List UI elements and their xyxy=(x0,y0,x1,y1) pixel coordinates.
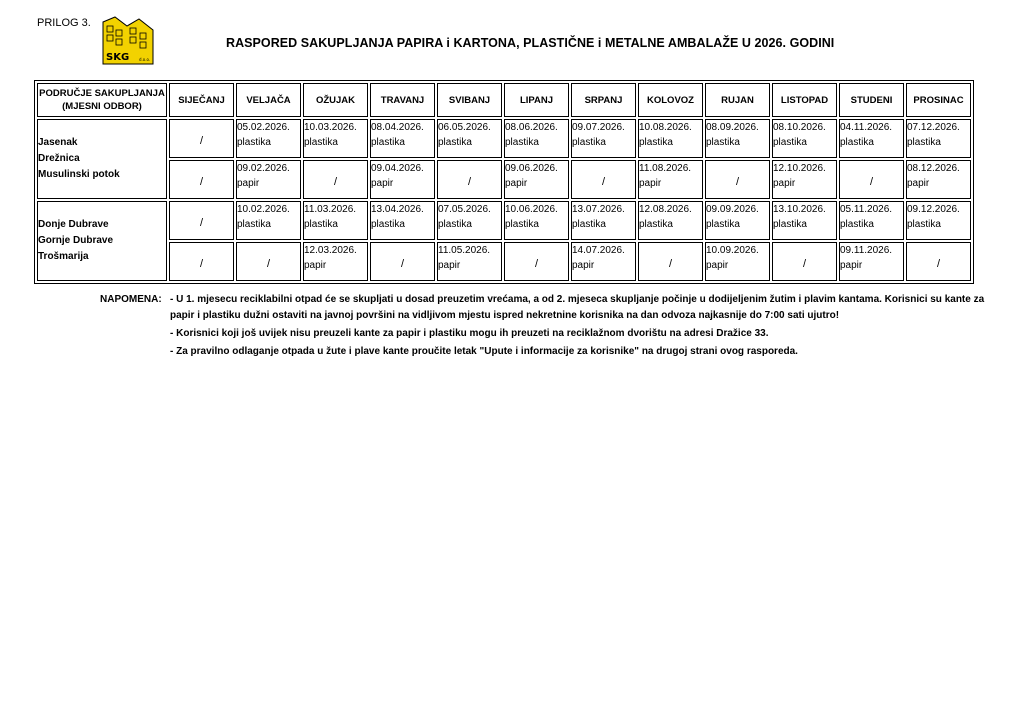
month-header: TRAVANJ xyxy=(370,83,435,117)
waste-type: plastika xyxy=(304,137,338,148)
month-header: SVIBANJ xyxy=(437,83,502,117)
no-collection-cell xyxy=(370,242,435,281)
waste-type: plastika xyxy=(840,137,874,148)
no-collection-cell xyxy=(169,160,234,199)
collection-date-cell xyxy=(705,201,770,240)
waste-type: plastika xyxy=(706,137,740,148)
collection-date-cell xyxy=(906,201,971,240)
collection-date-cell xyxy=(638,160,703,199)
waste-type: papir xyxy=(505,178,528,189)
waste-type: plastika xyxy=(773,137,807,148)
collection-date: 10.02.2026. xyxy=(237,204,290,215)
collection-date: 09.02.2026. xyxy=(237,163,290,174)
collection-date: 07.12.2026. xyxy=(907,122,960,133)
collection-date: 08.06.2026. xyxy=(505,122,558,133)
month-header: LIPANJ xyxy=(504,83,569,117)
no-collection-mark: / xyxy=(869,175,874,188)
collection-date: 13.04.2026. xyxy=(371,204,424,215)
waste-type: papir xyxy=(639,178,662,189)
collection-date: 13.10.2026. xyxy=(773,204,826,215)
month-header: SRPANJ xyxy=(571,83,636,117)
no-collection-mark: / xyxy=(199,175,204,188)
collection-date-cell xyxy=(236,119,301,158)
header-row xyxy=(37,83,971,117)
collection-date-cell xyxy=(571,201,636,240)
waste-type: papir xyxy=(907,178,930,189)
waste-type: plastika xyxy=(505,137,539,148)
no-collection-cell xyxy=(571,160,636,199)
collection-date-cell xyxy=(370,119,435,158)
month-header: KOLOVOZ xyxy=(638,83,703,117)
waste-type: plastika xyxy=(572,219,606,230)
waste-type: papir xyxy=(304,260,327,271)
waste-type: plastika xyxy=(237,219,271,230)
skg-logo xyxy=(101,16,155,66)
collection-date-cell xyxy=(772,201,837,240)
collection-date: 05.02.2026. xyxy=(237,122,290,133)
svg-text:SKG: SKG xyxy=(106,52,130,63)
waste-type: plastika xyxy=(639,219,673,230)
month-header: OŽUJAK xyxy=(303,83,368,117)
area-name: Musulinski potok xyxy=(38,169,120,180)
collection-date: 04.11.2026. xyxy=(840,122,893,133)
waste-type: plastika xyxy=(639,137,673,148)
collection-date: 07.05.2026. xyxy=(438,204,491,215)
collection-date-cell xyxy=(705,242,770,281)
waste-type: plastika xyxy=(907,137,941,148)
collection-date-cell xyxy=(839,242,904,281)
collection-date-cell xyxy=(906,160,971,199)
collection-date-cell xyxy=(370,201,435,240)
no-collection-cell xyxy=(504,242,569,281)
month-header: RUJAN xyxy=(705,83,770,117)
waste-type: plastika xyxy=(840,219,874,230)
table-row xyxy=(37,201,971,240)
collection-date-cell xyxy=(437,201,502,240)
collection-date: 08.09.2026. xyxy=(706,122,759,133)
collection-date: 10.06.2026. xyxy=(505,204,558,215)
no-collection-mark: / xyxy=(467,175,472,188)
waste-type: plastika xyxy=(505,219,539,230)
collection-date-cell xyxy=(504,160,569,199)
no-collection-mark: / xyxy=(266,257,271,270)
no-collection-cell xyxy=(169,201,234,240)
no-collection-mark: / xyxy=(936,257,941,270)
collection-date-cell xyxy=(303,242,368,281)
area-name: Drežnica xyxy=(38,153,80,164)
svg-text:d.o.o.: d.o.o. xyxy=(139,57,151,62)
collection-date: 11.05.2026. xyxy=(438,245,491,256)
notes-label: NAPOMENA: xyxy=(100,294,162,305)
collection-date: 09.11.2026. xyxy=(840,245,893,256)
collection-date-cell xyxy=(571,242,636,281)
no-collection-mark: / xyxy=(802,257,807,270)
waste-type: plastika xyxy=(438,137,472,148)
collection-date-cell xyxy=(504,119,569,158)
month-header: VELJAČA xyxy=(236,83,301,117)
no-collection-mark: / xyxy=(668,257,673,270)
collection-date-cell xyxy=(772,119,837,158)
collection-date: 10.03.2026. xyxy=(304,122,357,133)
collection-date: 09.07.2026. xyxy=(572,122,625,133)
collection-date: 12.03.2026. xyxy=(304,245,357,256)
area-header-line2: (MJESNI ODBOR) xyxy=(62,101,142,112)
no-collection-cell xyxy=(169,119,234,158)
waste-type: plastika xyxy=(773,219,807,230)
collection-date-cell xyxy=(236,160,301,199)
collection-date-cell xyxy=(504,201,569,240)
attachment-label: PRILOG 3. xyxy=(37,17,91,29)
collection-date: 12.08.2026. xyxy=(639,204,692,215)
no-collection-mark: / xyxy=(601,175,606,188)
collection-date: 09.06.2026. xyxy=(505,163,558,174)
no-collection-mark: / xyxy=(534,257,539,270)
area-cell xyxy=(37,119,167,199)
waste-type: papir xyxy=(773,178,796,189)
collection-date: 08.10.2026. xyxy=(773,122,826,133)
collection-date-cell xyxy=(437,242,502,281)
area-name: Donje Dubrave xyxy=(38,219,109,230)
notes-body xyxy=(170,292,985,362)
month-header: STUDENI xyxy=(839,83,904,117)
collection-date-cell xyxy=(839,119,904,158)
collection-date-cell xyxy=(638,119,703,158)
collection-date: 13.07.2026. xyxy=(572,204,625,215)
month-header: PROSINAC xyxy=(906,83,971,117)
collection-date-cell xyxy=(437,119,502,158)
no-collection-mark: / xyxy=(400,257,405,270)
collection-date: 08.12.2026. xyxy=(907,163,960,174)
month-header: LISTOPAD xyxy=(772,83,837,117)
waste-type: papir xyxy=(706,260,729,271)
area-name: Gornje Dubrave xyxy=(38,235,114,246)
schedule-table xyxy=(34,80,974,284)
waste-type: plastika xyxy=(237,137,271,148)
area-column-header xyxy=(37,83,167,117)
no-collection-cell xyxy=(303,160,368,199)
no-collection-mark: / xyxy=(199,216,204,229)
collection-date-cell xyxy=(839,201,904,240)
waste-type: plastika xyxy=(706,219,740,230)
no-collection-mark: / xyxy=(199,134,204,147)
waste-type: plastika xyxy=(371,219,405,230)
collection-date-cell xyxy=(571,119,636,158)
collection-date-cell xyxy=(236,201,301,240)
month-header: SIJEČANJ xyxy=(169,83,234,117)
collection-date-cell xyxy=(303,201,368,240)
page-title: RASPORED SAKUPLJANJA PAPIRA i KARTONA, PLASTIČNE i METALNE AMBALAŽE U 2026. GODINI xyxy=(226,36,835,50)
waste-type: plastika xyxy=(304,219,338,230)
waste-type: papir xyxy=(840,260,863,271)
collection-date-cell xyxy=(303,119,368,158)
collection-date: 11.03.2026. xyxy=(304,204,357,215)
collection-date: 10.08.2026. xyxy=(639,122,692,133)
note-item: - U 1. mjesecu reciklabilni otpad će se skupljati u dosad preuzetim vrećama, a od 2. mjeseca skupljanje počinje u dodijeljenim žutim i plavim kantama. Korisnici su kante za papir i plastiku dužni ostaviti na javnoj površini na vidljivom mjestu ispred nekretnine korisnika na dan odvoza najkasnije do 7:00 sati ujutro! xyxy=(170,294,985,321)
waste-type: papir xyxy=(371,178,394,189)
no-collection-cell xyxy=(236,242,301,281)
collection-date-cell xyxy=(906,119,971,158)
collection-date: 08.04.2026. xyxy=(371,122,424,133)
collection-date-cell xyxy=(772,160,837,199)
collection-date: 06.05.2026. xyxy=(438,122,491,133)
area-name: Trošmarija xyxy=(38,251,89,262)
collection-date-cell xyxy=(705,119,770,158)
area-cell xyxy=(37,201,167,281)
no-collection-cell xyxy=(839,160,904,199)
waste-type: papir xyxy=(438,260,461,271)
collection-date: 14.07.2026. xyxy=(572,245,625,256)
area-header-line1: PODRUČJE SAKUPLJANJA xyxy=(39,88,165,99)
waste-type: plastika xyxy=(438,219,472,230)
no-collection-cell xyxy=(638,242,703,281)
no-collection-cell xyxy=(437,160,502,199)
waste-type: plastika xyxy=(907,219,941,230)
note-item: - Za pravilno odlaganje otpada u žute i plave kante proučite letak "Upute i informacije za korisnike" na drugoj strani ovog rasporeda. xyxy=(170,346,798,357)
table-row xyxy=(37,160,971,199)
collection-date: 09.04.2026. xyxy=(371,163,424,174)
no-collection-cell xyxy=(169,242,234,281)
collection-date: 12.10.2026. xyxy=(773,163,826,174)
no-collection-cell xyxy=(906,242,971,281)
collection-date: 05.11.2026. xyxy=(840,204,893,215)
note-item: - Korisnici koji još uvijek nisu preuzeli kante za papir i plastiku mogu ih preuzeti na reciklažnom dvorištu na adresi Dražice 33. xyxy=(170,328,769,339)
no-collection-cell xyxy=(772,242,837,281)
collection-date: 11.08.2026. xyxy=(639,163,692,174)
waste-type: plastika xyxy=(572,137,606,148)
waste-type: plastika xyxy=(371,137,405,148)
no-collection-mark: / xyxy=(735,175,740,188)
waste-type: papir xyxy=(572,260,595,271)
collection-date: 09.09.2026. xyxy=(706,204,759,215)
collection-date-cell xyxy=(638,201,703,240)
no-collection-mark: / xyxy=(333,175,338,188)
no-collection-mark: / xyxy=(199,257,204,270)
collection-date-cell xyxy=(370,160,435,199)
collection-date: 10.09.2026. xyxy=(706,245,759,256)
table-row xyxy=(37,119,971,158)
area-name: Jasenak xyxy=(38,137,78,148)
table-row xyxy=(37,242,971,281)
no-collection-cell xyxy=(705,160,770,199)
waste-type: papir xyxy=(237,178,260,189)
collection-date: 09.12.2026. xyxy=(907,204,960,215)
